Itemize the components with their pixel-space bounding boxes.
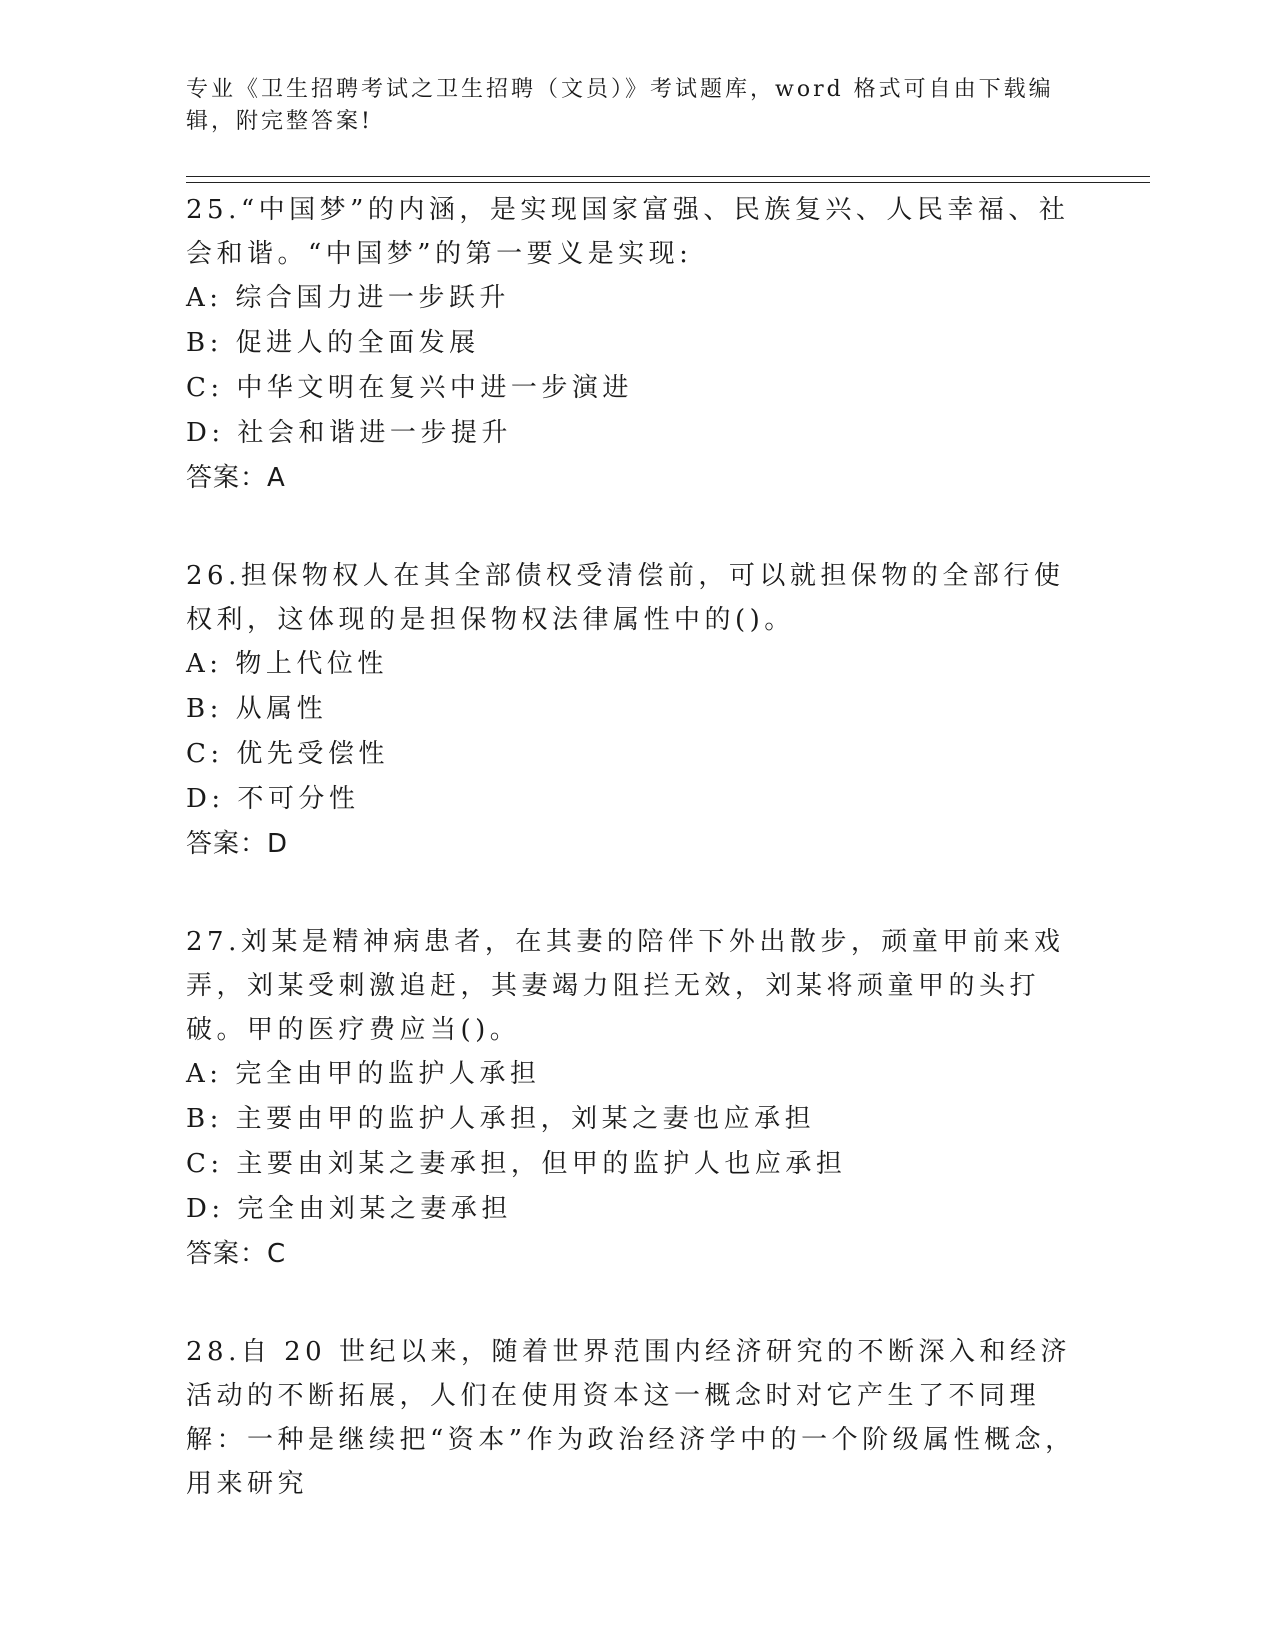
spacer [186, 501, 1086, 554]
option-key: B: [186, 328, 223, 358]
option-text: 综合国力进一步跃升 [235, 283, 510, 313]
option-key: C: [186, 373, 224, 403]
option-key: D: [186, 1194, 225, 1224]
option-text: 优先受偿性 [236, 739, 389, 769]
question-text: 26.担保物权人在其全部债权受清偿前，可以就担保物的全部行使权利，这体现的是担保物权法律属性中的()。 [186, 561, 1065, 635]
option-key: D: [186, 784, 225, 814]
option-key: B: [186, 694, 223, 724]
question-26 [186, 554, 1086, 867]
option-b [186, 687, 1086, 732]
question-25 [186, 188, 1086, 501]
question-28 [186, 1330, 1086, 1506]
option-c [186, 366, 1086, 411]
option-d [186, 777, 1086, 822]
question-text: 28.自 20 世纪以来，随着世界范围内经济研究的不断深入和经济活动的不断拓展，人们在使用资本这一概念时对它产生了不同理解：一种是继续把“资本”作为政治经济学中的一个阶级属性概念，用来研究 [186, 1337, 1076, 1499]
question-list [186, 188, 1086, 1506]
option-key: A: [186, 283, 223, 313]
document-header: 专业《卫生招聘考试之卫生招聘（文员）》考试题库，word 格式可自由下载编辑，附完整答案! [186, 77, 1054, 134]
answer: 答案：C [186, 1239, 287, 1269]
option-text: 社会和谐进一步提升 [237, 418, 512, 448]
option-key: A: [186, 1059, 223, 1089]
option-text: 完全由甲的监护人承担 [235, 1059, 541, 1089]
option-d [186, 1187, 1086, 1232]
option-key: B: [186, 1104, 223, 1134]
option-text: 物上代位性 [235, 649, 388, 679]
option-c [186, 1142, 1086, 1187]
option-a [186, 642, 1086, 687]
option-b [186, 321, 1086, 366]
answer: 答案：A [186, 463, 286, 493]
option-text: 中华文明在复兴中进一步演进 [236, 373, 633, 403]
question-text: 25.“中国梦”的内涵，是实现国家富强、民族复兴、人民幸福、社会和谐。“中国梦”的第一要义是实现: [186, 195, 1070, 269]
option-text: 促进人的全面发展 [235, 328, 480, 358]
option-key: D: [186, 418, 225, 448]
option-d [186, 411, 1086, 456]
header-divider [186, 182, 1150, 183]
option-text: 不可分性 [237, 784, 360, 814]
option-b [186, 1097, 1086, 1142]
option-key: C: [186, 1149, 224, 1179]
option-key: A: [186, 649, 223, 679]
option-text: 主要由刘某之妻承担，但甲的监护人也应承担 [236, 1149, 847, 1179]
option-text: 从属性 [235, 694, 328, 724]
option-text: 完全由刘某之妻承担 [237, 1194, 512, 1224]
option-a [186, 276, 1086, 321]
option-a [186, 1052, 1086, 1097]
spacer [186, 867, 1086, 920]
question-text: 27.刘某是精神病患者，在其妻的陪伴下外出散步，顽童甲前来戏弄，刘某受刺激追赶，其妻竭力阻拦无效，刘某将顽童甲的头打破。甲的医疗费应当()。 [186, 927, 1065, 1045]
option-key: C: [186, 739, 224, 769]
option-c [186, 732, 1086, 777]
header-divider [186, 176, 1150, 177]
option-text: 主要由甲的监护人承担，刘某之妻也应承担 [235, 1104, 816, 1134]
question-27 [186, 920, 1086, 1277]
spacer [186, 1277, 1086, 1330]
answer: 答案：D [186, 829, 289, 859]
